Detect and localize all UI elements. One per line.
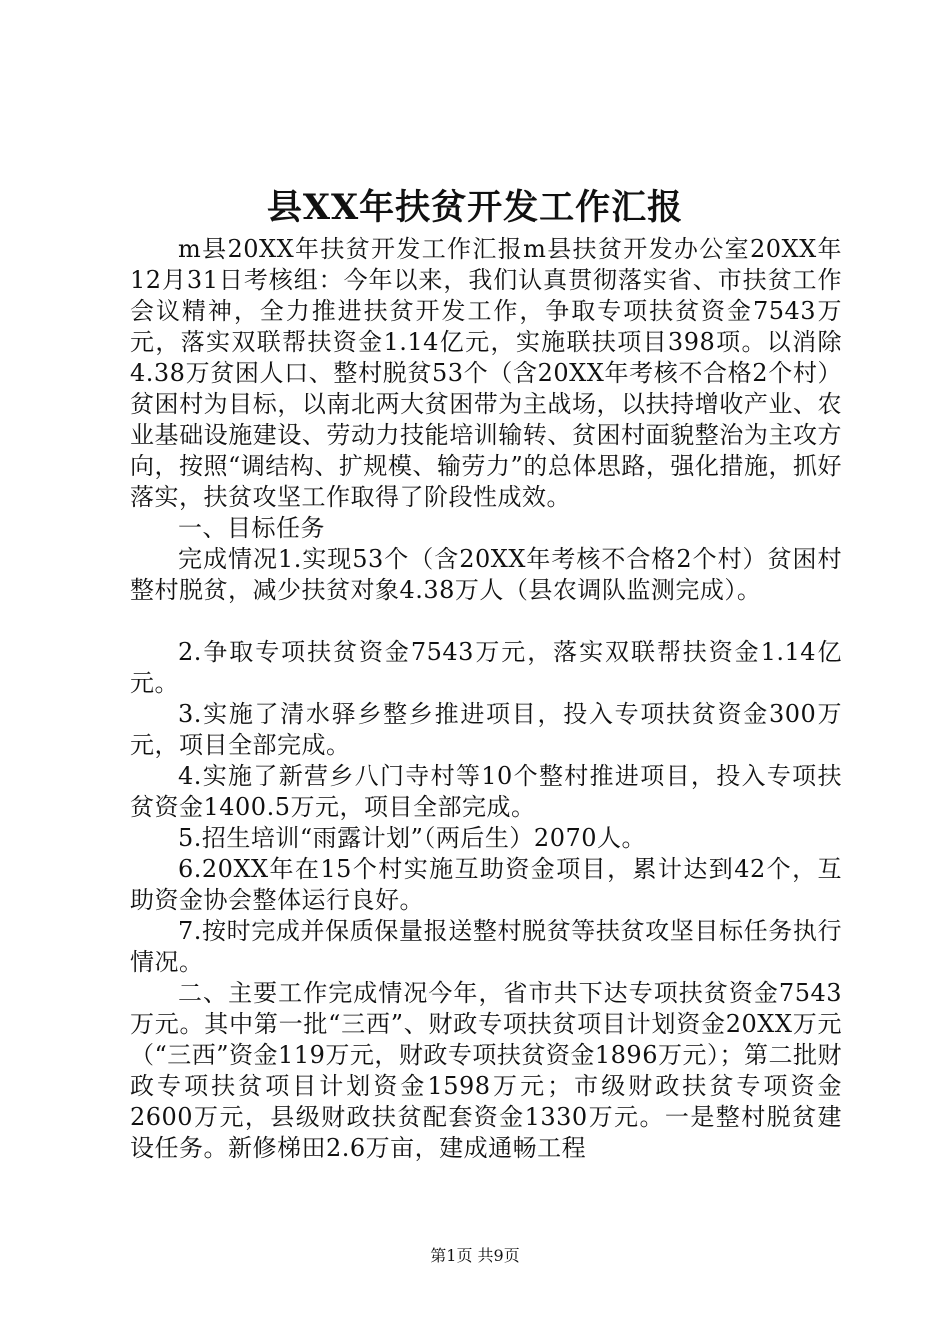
blank-line [130, 606, 842, 637]
intro-paragraph: m县20XX年扶贫开发工作汇报m县扶贫开发办公室20XX年12月31日考核组：今年以来，我们认真贯彻落实省、市扶贫工作会议精神，全力推进扶贫开发工作，争取专项扶贫资金7543万元，落实双联帮扶资金1.14亿元，实施联扶项目398项。以消除4.38万贫困人口、整村脱贫53个（含20XX年考核不合格2个村）贫困村为目标，以南北两大贫困带为主战场，以扶持增收产业、农业基础设施建设、劳动力技能培训输转、贫困村面貌整治为主攻方向，按照“调结构、扩规模、输劳力”的总体思路，强化措施，抓好落实，扶贫攻坚工作取得了阶段性成效。 [130, 235, 842, 511]
document-title: 县XX年扶贫开发工作汇报 [266, 187, 684, 228]
goal-item-2: 2.争取专项扶贫资金7543万元，落实双联帮扶资金1.14亿元。 [130, 638, 842, 697]
goal-item-7: 7.按时完成并保质保量报送整村脱贫等扶贫攻坚目标任务执行情况。 [130, 917, 842, 976]
section-heading-goals: 一、目标任务 [178, 514, 325, 542]
document-body [130, 234, 842, 1164]
page-number-footer: 第1页 共9页 [430, 1246, 520, 1265]
goal-item-3: 3.实施了清水驿乡整乡推进项目，投入专项扶贫资金300万元，项目全部完成。 [130, 700, 842, 759]
goal-item-5: 5.招生培训“雨露计划”（两后生）2070人。 [178, 824, 647, 852]
section-main-work: 二、主要工作完成情况今年，省市共下达专项扶贫资金7543万元。其中第一批“三西”、财政专项扶贫项目计划资金20XX万元（“三西”资金119万元，财政专项扶贫资金1896万元）；第二批财政专项扶贫项目计划资金1598万元；市级财政扶贫专项资金2600万元，县级财政扶贫配套资金1330万元。一是整村脱贫建设任务。新修梯田2.6万亩，建成通畅工程 [130, 979, 842, 1162]
goal-item-1: 完成情况1.实现53个（含20XX年考核不合格2个村）贫困村整村脱贫，减少扶贫对象4.38万人（县农调队监测完成）。 [130, 545, 842, 604]
goal-item-6: 6.20XX年在15个村实施互助资金项目，累计达到42个，互助资金协会整体运行良好。 [130, 855, 842, 914]
goal-item-4: 4.实施了新营乡八门寺村等10个整村推进项目，投入专项扶贫资金1400.5万元，项目全部完成。 [130, 762, 842, 821]
